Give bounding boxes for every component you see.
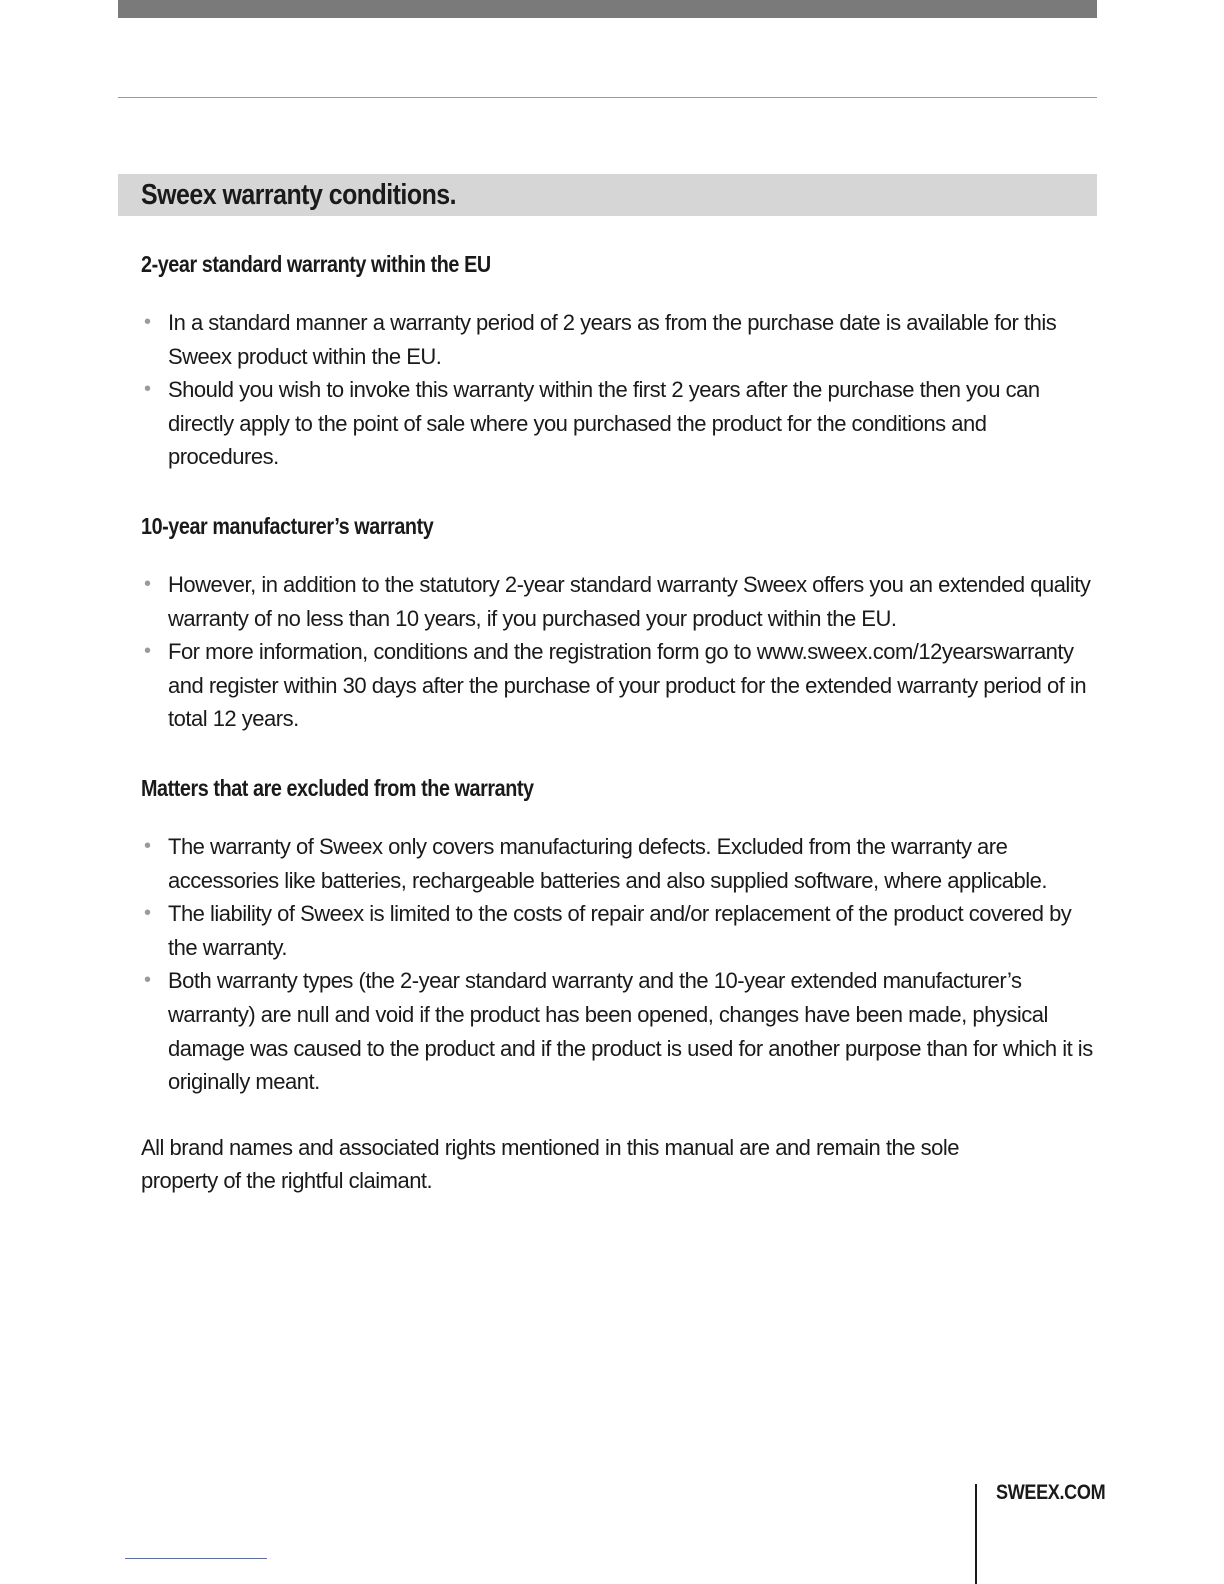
list-item-text: The liability of Sweex is limited to the costs of repair and/or replacement of the product covered by the warranty. <box>168 901 1072 960</box>
footer-link-underline <box>125 1558 267 1559</box>
list-item-text: Should you wish to invoke this warranty within the first 2 years after the purchase then you can directly apply to the point of sale where you purchased the product for the conditions and procedures. <box>168 377 1040 470</box>
list-item <box>141 568 1097 635</box>
list-item-text: For more information, conditions and the registration form go to www.sweex.com/12yearswarranty and register within 30 days after the purchase of your product for the extended warranty period of in total 12 years. <box>168 639 1087 732</box>
bullet-icon: • <box>144 640 151 663</box>
bullet-list <box>141 306 1097 474</box>
header-divider <box>118 97 1097 98</box>
bullet-list <box>141 830 1097 1099</box>
top-header-bar <box>118 0 1097 18</box>
bullet-icon: • <box>144 572 151 595</box>
footer-brand-link[interactable]: SWEEX.COM <box>996 1481 1106 1504</box>
list-item <box>141 373 1097 474</box>
list-item <box>141 897 1097 964</box>
list-item <box>141 306 1097 373</box>
bullet-list <box>141 568 1097 736</box>
list-item-text: The warranty of Sweex only covers manufacturing defects. Excluded from the warranty are accessories like batteries, rechargeable batteries and also supplied software, where applicable. <box>168 833 1047 893</box>
document-body <box>141 244 1097 1198</box>
section-heading: Matters that are excluded from the warranty <box>141 774 534 801</box>
trademark-note: All brand names and associated rights mentioned in this manual are and remain the sole property of the rightful claimant. <box>141 1134 959 1194</box>
footer-divider <box>975 1484 977 1584</box>
bullet-icon: • <box>144 378 151 401</box>
section-heading: 2-year standard warranty within the EU <box>141 251 491 277</box>
bullet-icon: • <box>144 834 151 857</box>
list-item-text: In a standard manner a warranty period of 2 years as from the purchase date is available for this Sweex product within the EU. <box>168 310 1057 369</box>
list-item-text: Both warranty types (the 2-year standard warranty and the 10-year extended manufacturer’s warranty) are null and void if the product has been opened, changes have been made, physical damage was caused to the product and if the product is used for another purpose than for which it is originally meant. <box>168 968 1093 1095</box>
list-item <box>141 635 1097 736</box>
list-item-text: However, in addition to the statutory 2-year standard warranty Sweex offers you an extended quality warranty of no less than 10 years, if you purchased your product within the EU. <box>168 571 1091 631</box>
list-item <box>141 964 1097 1098</box>
bullet-icon: • <box>144 969 151 992</box>
section-standard-warranty <box>141 244 1097 474</box>
section-heading: 10-year manufacturer’s warranty <box>141 512 434 539</box>
section-exclusions <box>141 768 1097 1099</box>
bullet-icon: • <box>144 902 151 925</box>
section-manufacturer-warranty <box>141 506 1097 736</box>
list-item <box>141 830 1097 897</box>
bullet-icon: • <box>144 311 151 333</box>
page-title: Sweex warranty conditions. <box>141 179 457 211</box>
